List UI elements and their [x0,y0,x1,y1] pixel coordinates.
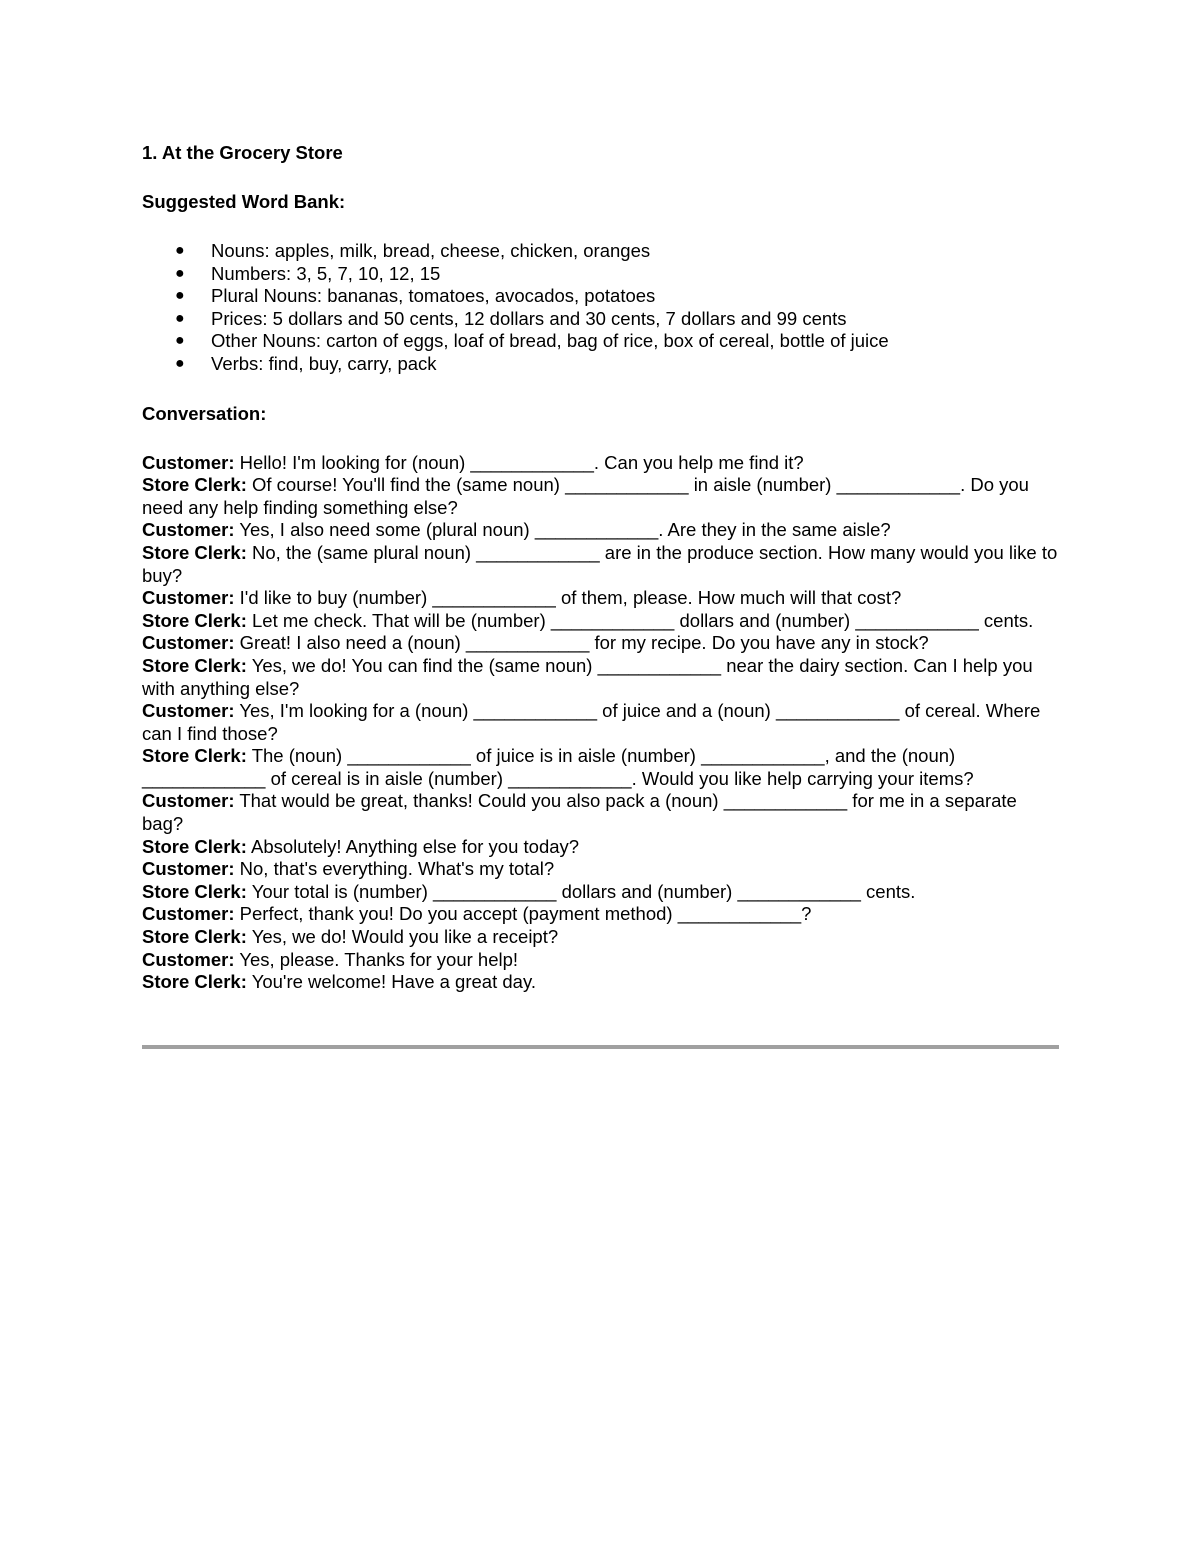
line-text: I'd like to buy (number) ____________ of them, please. How much will that cost? [239,587,902,609]
speaker-label: Customer: [142,790,235,812]
word-bank-item-nouns [142,240,1060,263]
conversation-line [142,452,1060,475]
worksheet-page [142,141,1060,994]
speaker-label: Customer: [142,903,235,925]
word-bank-item-text: Verbs: find, buy, carry, pack [211,352,437,374]
word-bank-list [142,240,1060,376]
speaker-label: Store Clerk: [142,926,247,948]
speaker-label: Customer: [142,632,235,654]
conversation-heading: Conversation: [142,402,267,424]
line-text: Absolutely! Anything else for you today? [251,835,580,857]
line-text: Let me check. That will be (number) ____________ dollars and (number) ____________ cents. [252,609,1034,631]
line-text: No, that's everything. What's my total? [239,858,555,880]
speaker-label: Store Clerk: [142,474,247,496]
line-text: The (noun) ____________ of juice is in aisle (number) ____________, and the (noun) ____________ of cereal is in aisle (number) ____________. Would you like help carrying your items? [142,745,974,789]
bullet-icon: ● [175,309,185,327]
conversation-line [142,745,1060,790]
word-bank-item-text: Prices: 5 dollars and 50 cents, 12 dollars and 30 cents, 7 dollars and 99 cents [211,307,847,329]
speaker-label: Customer: [142,948,235,970]
conversation-line [142,971,1060,994]
conversation-line [142,858,1060,881]
bullet-icon: ● [175,264,185,282]
conversation-line [142,610,1060,633]
conversation-line [142,881,1060,904]
line-text: No, the (same plural noun) ____________ are in the produce section. How many would you like to buy? [142,541,1058,586]
bullet-icon: ● [175,332,185,350]
speaker-label: Store Clerk: [142,971,247,993]
speaker-label: Customer: [142,700,235,722]
line-text: Great! I also need a (noun) ____________ for my recipe. Do you have any in stock? [239,632,929,654]
conversation-line [142,949,1060,972]
word-bank-item-text: Numbers: 3, 5, 7, 10, 12, 15 [211,262,441,284]
conversation-line [142,700,1060,745]
speaker-label: Store Clerk: [142,835,247,857]
speaker-label: Customer: [142,451,235,473]
speaker-label: Store Clerk: [142,745,247,767]
line-text: Hello! I'm looking for (noun) ____________. Can you help me find it? [239,451,804,473]
conversation-line [142,903,1060,926]
conversation-line [142,836,1060,859]
speaker-label: Store Clerk: [142,541,247,563]
section-title: 1. At the Grocery Store [142,142,343,163]
line-text: You're welcome! Have a great day. [251,971,536,993]
conversation-line [142,790,1060,835]
line-text: Your total is (number) ____________ dollars and (number) ____________ cents. [251,880,916,902]
line-text: Perfect, thank you! Do you accept (payment method) ____________? [239,903,812,925]
line-text: Yes, we do! You can find the (same noun) ____________ near the dairy section. Can I help you with anything else? [142,654,1033,699]
word-bank-heading: Suggested Word Bank: [142,191,346,212]
conversation [142,452,1060,994]
conversation-line [142,655,1060,700]
word-bank-item-text: Plural Nouns: bananas, tomatoes, avocados, potatoes [211,285,656,307]
conversation-line [142,926,1060,949]
line-text: That would be great, thanks! Could you also pack a (noun) ____________ for me in a separate bag? [142,790,1017,835]
word-bank-item-plural-nouns [142,285,1060,308]
speaker-label: Store Clerk: [142,609,247,631]
conversation-line [142,474,1060,519]
bullet-icon: ● [175,242,185,259]
speaker-label: Customer: [142,519,235,541]
word-bank-item-verbs [142,353,1060,376]
line-text: Of course! You'll find the (same noun) ____________ in aisle (number) ____________. Do you need any help finding something else? [142,474,1029,518]
line-text: Yes, I also need some (plural noun) ____________. Are they in the same aisle? [239,519,891,541]
speaker-label: Store Clerk: [142,880,247,902]
speaker-label: Store Clerk: [142,654,247,676]
horizontal-divider [142,1045,1059,1049]
speaker-label: Customer: [142,858,235,880]
word-bank-item-text: Nouns: apples, milk, bread, cheese, chicken, oranges [211,240,651,261]
line-text: Yes, we do! Would you like a receipt? [251,926,559,948]
line-text: Yes, please. Thanks for your help! [239,948,519,970]
word-bank-item-text: Other Nouns: carton of eggs, loaf of bread, bag of rice, box of cereal, bottle of juice [211,330,889,352]
conversation-line [142,519,1060,542]
word-bank-item-other-nouns [142,330,1060,353]
bullet-icon: ● [175,354,185,372]
speaker-label: Customer: [142,587,235,609]
conversation-line [142,542,1060,587]
word-bank-item-numbers [142,263,1060,286]
bullet-icon: ● [175,287,185,305]
conversation-line [142,587,1060,610]
conversation-line [142,632,1060,655]
line-text: Yes, I'm looking for a (noun) ____________ of juice and a (noun) ____________ of cereal. Where can I find those? [142,700,1041,744]
word-bank-item-prices [142,308,1060,331]
